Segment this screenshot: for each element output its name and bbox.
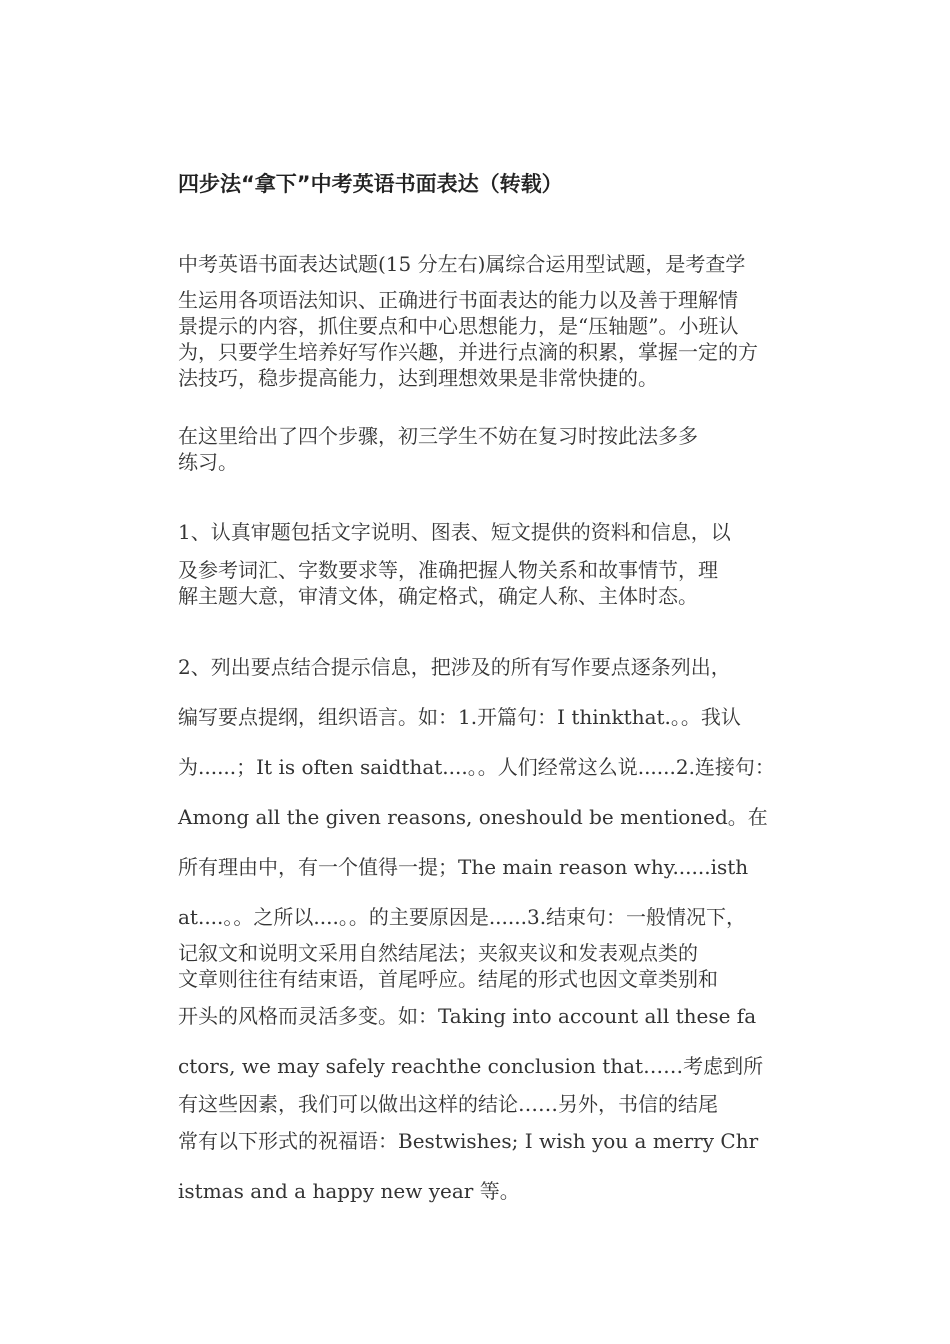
- text-line: 有这些因素，我们可以做出这样的结论……另外，书信的结尾: [178, 1092, 718, 1116]
- page-title: 四步法“拿下”中考英语书面表达（转载）: [178, 172, 563, 196]
- text-line: 2、列出要点结合提示信息，把涉及的所有写作要点逐条列出，: [178, 655, 731, 679]
- text-line: 中考英语书面表达试题(15 分左右)属综合运用型试题，是考查学: [178, 252, 746, 276]
- text-line: Among all the given reasons, oneshould be mentioned。在: [178, 805, 768, 829]
- text-line: 在这里给出了四个步骤，初三学生不妨在复习时按此法多多: [178, 424, 698, 448]
- text-line: 生运用各项语法知识、正确进行书面表达的能力以及善于理解情: [178, 288, 738, 312]
- text-line: 编写要点提纲，组织语言。如：1.开篇句：I thinkthat.。。我认: [178, 705, 741, 729]
- text-line: 法技巧，稳步提高能力，达到理想效果是非常快捷的。: [178, 366, 658, 390]
- text-line: 所有理由中，有一个值得一提；The main reason why......isth: [178, 855, 749, 879]
- text-line: 常有以下形式的祝福语：Bestwishes; I wish you a merry Chr: [178, 1129, 759, 1153]
- text-line: 为......；It is often saidthat....。。人们经常这么说......2.连接句：: [178, 755, 775, 779]
- text-line: 文章则往往有结束语，首尾呼应。结尾的形式也因文章类别和: [178, 967, 718, 991]
- text-line: 景提示的内容，抓住要点和中心思想能力，是“压轴题”。小班认: [178, 314, 739, 338]
- text-line: at....。。之所以....。。的主要原因是......3.结束句：一般情况下，: [178, 905, 747, 929]
- text-line: 记叙文和说明文采用自然结尾法；夹叙夹议和发表观点类的: [178, 941, 698, 965]
- text-line: 为，只要学生培养好写作兴趣，并进行点滴的积累，掌握一定的方: [178, 340, 758, 364]
- text-line: 开头的风格而灵活多变。如：Taking into account all these fa: [178, 1004, 757, 1028]
- text-line: istmas and a happy new year 等。: [178, 1179, 520, 1203]
- text-line: 1、认真审题包括文字说明、图表、短文提供的资料和信息，以: [178, 520, 731, 544]
- text-line: 及参考词汇、字数要求等，准确把握人物关系和故事情节，理: [178, 558, 718, 582]
- text-line: ctors, we may safely reachthe conclusion that……考虑到所: [178, 1054, 764, 1078]
- text-line: 练习。: [178, 450, 238, 474]
- text-line: 解主题大意，审清文体，确定格式，确定人称、主体时态。: [178, 584, 698, 608]
